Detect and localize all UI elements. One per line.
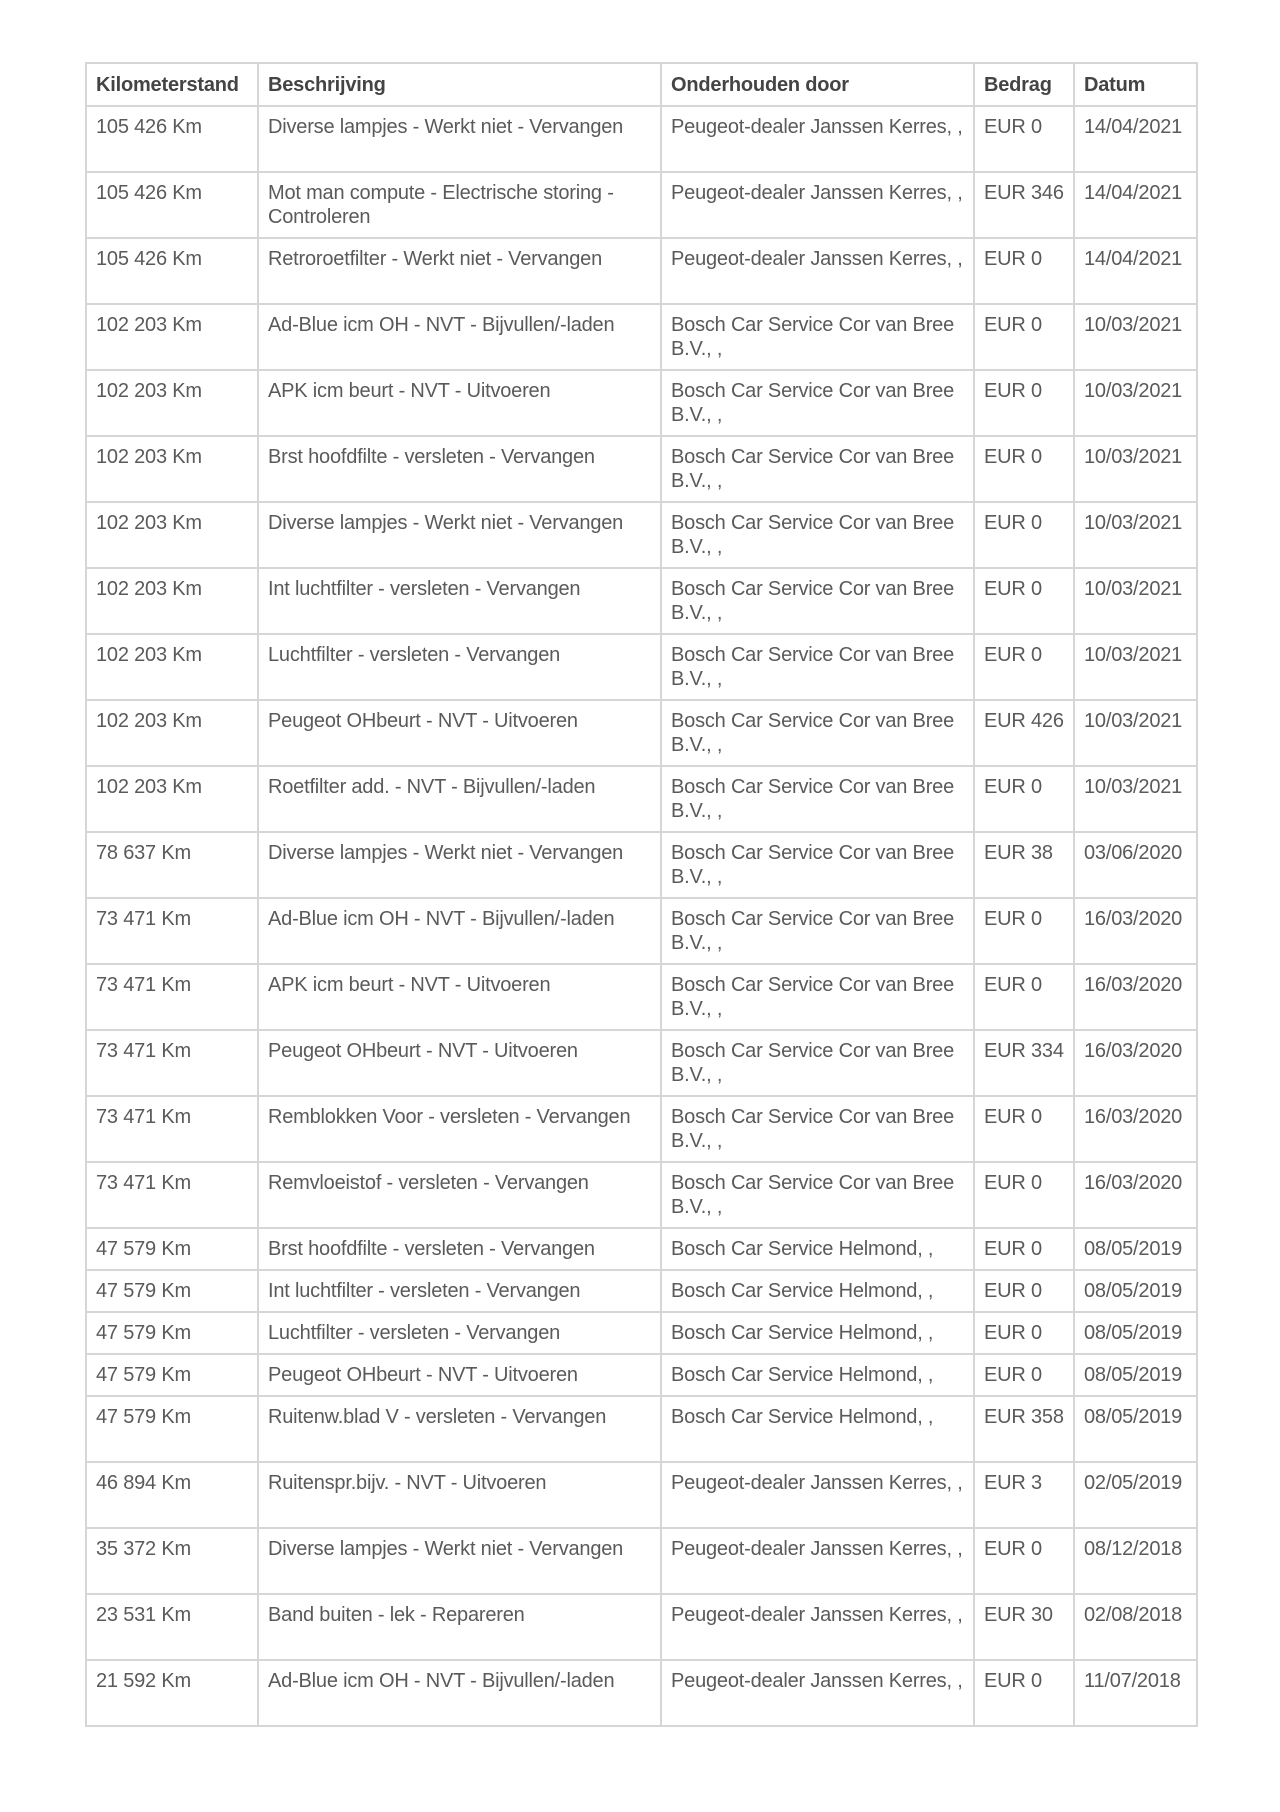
header-row (86, 63, 1197, 106)
cell-date: 16/03/2020 (1074, 964, 1197, 1030)
header-onderhouden-door: Onderhouden door (661, 63, 974, 106)
cell-description: Ruitenw.blad V - versleten - Vervangen (258, 1396, 661, 1462)
cell-km: 47 579 Km (86, 1228, 258, 1270)
cell-maintained-by: Peugeot-dealer Janssen Kerres, , (661, 1462, 974, 1528)
table-row (86, 1162, 1197, 1228)
cell-amount: EUR 0 (974, 1528, 1074, 1594)
header-datum: Datum (1074, 63, 1197, 106)
cell-maintained-by: Bosch Car Service Helmond, , (661, 1354, 974, 1396)
cell-maintained-by: Peugeot-dealer Janssen Kerres, , (661, 1594, 974, 1660)
cell-date: 14/04/2021 (1074, 238, 1197, 304)
table-row (86, 1462, 1197, 1528)
cell-description: Brst hoofdfilte - versleten - Vervangen (258, 1228, 661, 1270)
cell-amount: EUR 0 (974, 1270, 1074, 1312)
cell-maintained-by: Bosch Car Service Cor van Bree B.V., , (661, 898, 974, 964)
cell-km: 73 471 Km (86, 898, 258, 964)
cell-km: 47 579 Km (86, 1396, 258, 1462)
table-row (86, 502, 1197, 568)
cell-amount: EUR 30 (974, 1594, 1074, 1660)
table-row (86, 1096, 1197, 1162)
table-row (86, 1354, 1197, 1396)
cell-description: Int luchtfilter - versleten - Vervangen (258, 1270, 661, 1312)
maintenance-history-table (85, 62, 1198, 1727)
cell-description: Diverse lampjes - Werkt niet - Vervangen (258, 832, 661, 898)
cell-amount: EUR 426 (974, 700, 1074, 766)
cell-date: 08/05/2019 (1074, 1396, 1197, 1462)
cell-amount: EUR 334 (974, 1030, 1074, 1096)
table-row (86, 1228, 1197, 1270)
table-row (86, 172, 1197, 238)
cell-maintained-by: Bosch Car Service Cor van Bree B.V., , (661, 436, 974, 502)
cell-km: 47 579 Km (86, 1354, 258, 1396)
cell-date: 02/05/2019 (1074, 1462, 1197, 1528)
cell-date: 10/03/2021 (1074, 304, 1197, 370)
cell-date: 08/05/2019 (1074, 1270, 1197, 1312)
cell-km: 78 637 Km (86, 832, 258, 898)
cell-date: 16/03/2020 (1074, 1162, 1197, 1228)
cell-maintained-by: Bosch Car Service Cor van Bree B.V., , (661, 1162, 974, 1228)
cell-km: 102 203 Km (86, 700, 258, 766)
cell-amount: EUR 0 (974, 1354, 1074, 1396)
cell-description: Diverse lampjes - Werkt niet - Vervangen (258, 106, 661, 172)
cell-km: 23 531 Km (86, 1594, 258, 1660)
cell-description: Diverse lampjes - Werkt niet - Vervangen (258, 502, 661, 568)
cell-maintained-by: Bosch Car Service Helmond, , (661, 1396, 974, 1462)
cell-maintained-by: Peugeot-dealer Janssen Kerres, , (661, 172, 974, 238)
cell-amount: EUR 0 (974, 766, 1074, 832)
table-row (86, 1312, 1197, 1354)
cell-date: 10/03/2021 (1074, 436, 1197, 502)
cell-amount: EUR 0 (974, 568, 1074, 634)
cell-km: 35 372 Km (86, 1528, 258, 1594)
table-row (86, 1270, 1197, 1312)
cell-maintained-by: Bosch Car Service Cor van Bree B.V., , (661, 1096, 974, 1162)
table-row (86, 766, 1197, 832)
cell-amount: EUR 0 (974, 304, 1074, 370)
cell-km: 105 426 Km (86, 172, 258, 238)
cell-description: Luchtfilter - versleten - Vervangen (258, 1312, 661, 1354)
cell-km: 102 203 Km (86, 436, 258, 502)
cell-date: 10/03/2021 (1074, 502, 1197, 568)
table-row (86, 634, 1197, 700)
header-beschrijving: Beschrijving (258, 63, 661, 106)
cell-date: 03/06/2020 (1074, 832, 1197, 898)
cell-amount: EUR 0 (974, 634, 1074, 700)
cell-maintained-by: Bosch Car Service Helmond, , (661, 1228, 974, 1270)
cell-date: 16/03/2020 (1074, 1096, 1197, 1162)
cell-amount: EUR 38 (974, 832, 1074, 898)
table-row (86, 304, 1197, 370)
cell-date: 11/07/2018 (1074, 1660, 1197, 1726)
table-body (86, 106, 1197, 1726)
cell-km: 73 471 Km (86, 1030, 258, 1096)
cell-amount: EUR 3 (974, 1462, 1074, 1528)
table-row (86, 1528, 1197, 1594)
cell-amount: EUR 0 (974, 1162, 1074, 1228)
cell-description: Remblokken Voor - versleten - Vervangen (258, 1096, 661, 1162)
cell-description: Int luchtfilter - versleten - Vervangen (258, 568, 661, 634)
cell-maintained-by: Bosch Car Service Cor van Bree B.V., , (661, 370, 974, 436)
cell-description: Peugeot OHbeurt - NVT - Uitvoeren (258, 1354, 661, 1396)
table-row (86, 106, 1197, 172)
cell-km: 47 579 Km (86, 1270, 258, 1312)
cell-amount: EUR 0 (974, 898, 1074, 964)
cell-date: 14/04/2021 (1074, 106, 1197, 172)
cell-description: APK icm beurt - NVT - Uitvoeren (258, 370, 661, 436)
cell-description: Ad-Blue icm OH - NVT - Bijvullen/-laden (258, 1660, 661, 1726)
cell-maintained-by: Peugeot-dealer Janssen Kerres, , (661, 106, 974, 172)
cell-maintained-by: Bosch Car Service Cor van Bree B.V., , (661, 766, 974, 832)
cell-description: Luchtfilter - versleten - Vervangen (258, 634, 661, 700)
cell-amount: EUR 346 (974, 172, 1074, 238)
cell-date: 14/04/2021 (1074, 172, 1197, 238)
cell-maintained-by: Bosch Car Service Cor van Bree B.V., , (661, 304, 974, 370)
cell-amount: EUR 0 (974, 1096, 1074, 1162)
cell-description: Mot man compute - Electrische storing - Controleren (258, 172, 661, 238)
table-row (86, 568, 1197, 634)
header-kilometerstand: Kilometerstand (86, 63, 258, 106)
cell-km: 102 203 Km (86, 370, 258, 436)
cell-amount: EUR 0 (974, 1312, 1074, 1354)
cell-maintained-by: Bosch Car Service Helmond, , (661, 1312, 974, 1354)
maintenance-history-table-wrapper (85, 62, 1196, 1727)
cell-date: 10/03/2021 (1074, 370, 1197, 436)
cell-maintained-by: Bosch Car Service Cor van Bree B.V., , (661, 832, 974, 898)
table-row (86, 700, 1197, 766)
cell-amount: EUR 0 (974, 370, 1074, 436)
cell-description: Remvloeistof - versleten - Vervangen (258, 1162, 661, 1228)
cell-km: 73 471 Km (86, 964, 258, 1030)
cell-description: Ad-Blue icm OH - NVT - Bijvullen/-laden (258, 304, 661, 370)
cell-amount: EUR 0 (974, 1660, 1074, 1726)
cell-maintained-by: Bosch Car Service Cor van Bree B.V., , (661, 568, 974, 634)
table-row (86, 436, 1197, 502)
cell-amount: EUR 0 (974, 964, 1074, 1030)
cell-km: 102 203 Km (86, 304, 258, 370)
cell-amount: EUR 358 (974, 1396, 1074, 1462)
cell-km: 105 426 Km (86, 238, 258, 304)
cell-km: 46 894 Km (86, 1462, 258, 1528)
cell-description: Brst hoofdfilte - versleten - Vervangen (258, 436, 661, 502)
cell-description: APK icm beurt - NVT - Uitvoeren (258, 964, 661, 1030)
cell-description: Peugeot OHbeurt - NVT - Uitvoeren (258, 700, 661, 766)
cell-description: Ad-Blue icm OH - NVT - Bijvullen/-laden (258, 898, 661, 964)
cell-amount: EUR 0 (974, 106, 1074, 172)
cell-maintained-by: Bosch Car Service Helmond, , (661, 1270, 974, 1312)
header-bedrag: Bedrag (974, 63, 1074, 106)
cell-date: 08/12/2018 (1074, 1528, 1197, 1594)
cell-date: 08/05/2019 (1074, 1312, 1197, 1354)
cell-date: 10/03/2021 (1074, 634, 1197, 700)
cell-km: 73 471 Km (86, 1096, 258, 1162)
cell-date: 08/05/2019 (1074, 1228, 1197, 1270)
cell-maintained-by: Bosch Car Service Cor van Bree B.V., , (661, 964, 974, 1030)
cell-amount: EUR 0 (974, 238, 1074, 304)
cell-maintained-by: Peugeot-dealer Janssen Kerres, , (661, 1528, 974, 1594)
cell-km: 102 203 Km (86, 634, 258, 700)
cell-description: Ruitenspr.bijv. - NVT - Uitvoeren (258, 1462, 661, 1528)
cell-description: Roetfilter add. - NVT - Bijvullen/-laden (258, 766, 661, 832)
cell-km: 105 426 Km (86, 106, 258, 172)
cell-km: 21 592 Km (86, 1660, 258, 1726)
table-row (86, 832, 1197, 898)
cell-description: Band buiten - lek - Repareren (258, 1594, 661, 1660)
cell-km: 102 203 Km (86, 568, 258, 634)
cell-maintained-by: Bosch Car Service Cor van Bree B.V., , (661, 700, 974, 766)
cell-maintained-by: Bosch Car Service Cor van Bree B.V., , (661, 502, 974, 568)
cell-description: Retroroetfilter - Werkt niet - Vervangen (258, 238, 661, 304)
cell-maintained-by: Bosch Car Service Cor van Bree B.V., , (661, 1030, 974, 1096)
table-row (86, 1594, 1197, 1660)
cell-date: 02/08/2018 (1074, 1594, 1197, 1660)
cell-date: 16/03/2020 (1074, 898, 1197, 964)
table-header (86, 63, 1197, 106)
cell-date: 08/05/2019 (1074, 1354, 1197, 1396)
table-row (86, 238, 1197, 304)
cell-amount: EUR 0 (974, 436, 1074, 502)
cell-date: 10/03/2021 (1074, 568, 1197, 634)
cell-amount: EUR 0 (974, 1228, 1074, 1270)
cell-km: 102 203 Km (86, 502, 258, 568)
cell-km: 73 471 Km (86, 1162, 258, 1228)
cell-maintained-by: Bosch Car Service Cor van Bree B.V., , (661, 634, 974, 700)
table-row (86, 1396, 1197, 1462)
cell-description: Peugeot OHbeurt - NVT - Uitvoeren (258, 1030, 661, 1096)
cell-date: 10/03/2021 (1074, 700, 1197, 766)
table-row (86, 898, 1197, 964)
cell-description: Diverse lampjes - Werkt niet - Vervangen (258, 1528, 661, 1594)
table-row (86, 370, 1197, 436)
cell-km: 102 203 Km (86, 766, 258, 832)
table-row (86, 1030, 1197, 1096)
cell-amount: EUR 0 (974, 502, 1074, 568)
cell-date: 10/03/2021 (1074, 766, 1197, 832)
table-row (86, 1660, 1197, 1726)
cell-maintained-by: Peugeot-dealer Janssen Kerres, , (661, 238, 974, 304)
cell-date: 16/03/2020 (1074, 1030, 1197, 1096)
table-row (86, 964, 1197, 1030)
cell-maintained-by: Peugeot-dealer Janssen Kerres, , (661, 1660, 974, 1726)
cell-km: 47 579 Km (86, 1312, 258, 1354)
